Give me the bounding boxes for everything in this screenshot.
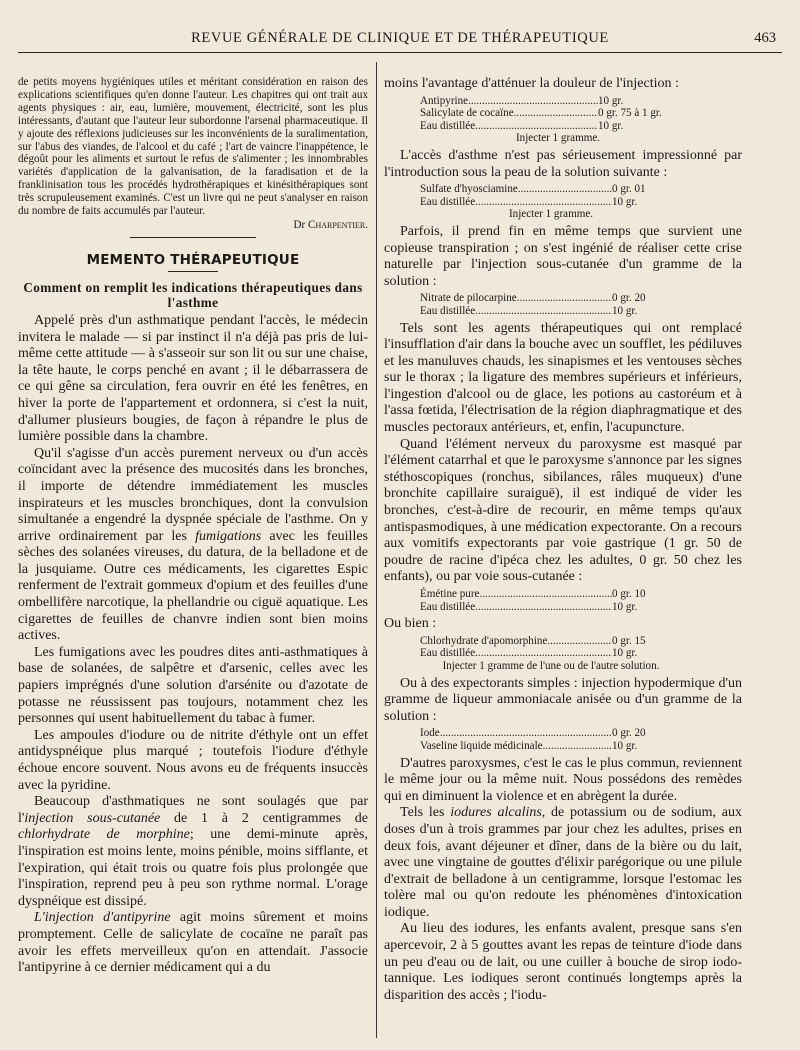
formula-block xyxy=(420,727,682,752)
formula-instruction: Injecter 1 gramme. xyxy=(508,208,594,221)
paragraph: moins l'avantage d'atténuer la douleur de l'injection : xyxy=(384,76,679,91)
column-divider xyxy=(376,62,377,1038)
signature-prefix: Dr xyxy=(293,218,306,231)
formula-row: Salicylate de cocaïne ..... 0 gr. 75 à 1 gr. xyxy=(420,107,696,120)
formula-row: Eau distillée ..... 10 gr. xyxy=(420,196,682,209)
paragraph: Ou bien : xyxy=(384,616,437,632)
formula-block xyxy=(420,95,696,145)
signature-name: Charpentier. xyxy=(308,218,368,231)
section-heading: MEMENTO THÉRAPEUTIQUE xyxy=(86,251,300,268)
formula-block xyxy=(420,292,682,317)
section-rule xyxy=(130,237,256,238)
formula-row: Eau distillée ..... 10 gr. xyxy=(420,120,696,133)
italic-term: iodures alcalins xyxy=(450,805,542,821)
formula-row: Eau distillée ..... 10 gr. xyxy=(420,647,682,660)
formula-instruction: Injecter 1 gramme de l'une ou de l'autre solution. xyxy=(442,659,660,672)
paragraph: Les fumigations avec les poudres dites anti-asthmatiques à base de solanées, de salpêtre et d'arsenic, celles avec les papiers imprégnés d'une solution d'arsénite ou d'azotate de potasse ne réussissent pas toujours, notamment chez les personnes qui usent habituellement du tabac à fumer. xyxy=(18,644,368,727)
formula-row: Iode ..... 0 gr. 20 xyxy=(420,727,682,740)
formula-instruction: Injecter 1 gramme. xyxy=(515,132,601,145)
formula-block xyxy=(420,635,682,673)
formula-block xyxy=(420,588,682,613)
page-number: 463 xyxy=(754,30,776,46)
paragraph: Au lieu des iodures, les enfants avalent, presque sans s'en apercevoir, 2 à 5 gouttes avant les repas de teinture d'iode dans un peu d'eau ou de lait, ou une cuiller à bouche de sirop iodo-tannique. Les iodiques seront continués longtemps après la disparition des accès ; l'iodu- xyxy=(384,921,742,1003)
paragraph: Ou à des expectorants simples : injection hypodermique d'un gramme de liqueur ammoniacale anisée ou d'un gramme de la solution : xyxy=(384,675,742,724)
italic-term: chlorhydrate de morphine xyxy=(18,827,190,843)
paragraph: Appelé près d'un asthmatique pendant l'accès, le médecin invitera le malade — si par instinct il n'a déjà pas pris de lui-même cette attitude — à s'asseoir sur son lit ou sur une chaise, la tête haute, le corps penché en avant ; il le débarrassera de ce qui gêne sa circulation, fera ouvrir en été les fenêtres, en hiver la porte de l'appartement et ordonnera, si c'est la nuit, d'allumer plusieurs bougies, de façon à répandre le plus de lumière possible dans la chambre. xyxy=(18,312,368,445)
formula-row: Eau distillée ..... 10 gr. xyxy=(420,601,682,614)
article-title: Comment on remplit les indications thérapeutiques dans l'asthme xyxy=(23,279,363,310)
paragraph: Parfois, il prend fin en même temps que survient une copieuse transpiration ; on s'est ingénié de réaliser cette crise naturelle par l'injection sous-cutanée d'un gramme de la solution : xyxy=(384,223,742,289)
italic-term: injection sous-cutanée xyxy=(24,810,161,826)
paragraph: L'injection d'antipyrine agit moins sûrement et moins promptement. Celle de salicylate de cocaïne ne paraît pas avoir les effets merveilleux qu'on en attendait. J'associe l'antipyrine à ce dernier médicament qui a du xyxy=(18,910,368,976)
journal-title: REVUE GÉNÉRALE DE CLINIQUE ET DE THÉRAPEUTIQUE xyxy=(191,30,609,46)
formula-row: Antipyrine ..... 10 gr. xyxy=(420,95,696,108)
heading-underline xyxy=(168,271,218,272)
review-signature xyxy=(18,219,368,232)
paragraph: D'autres paroxysmes, c'est le cas le plus commun, reviennent le même jour ou la même nuit. Nous possédons des remèdes qui en diminuent la violence et en abrègent la durée. xyxy=(384,755,742,804)
paragraph: Tels sont les agents thérapeutiques qui ont remplacé l'insufflation d'air dans la bouche avec un soufflet, les pédiluves et les manuluves chauds, les sinapismes et les ventouses sèches sur le thorax ; la ligature des membres supérieurs et inférieurs, l'ingestion d'alcool ou de glace, les potions au castoréum et à l'assa fœtida, l'électrisation de la région diaphragmatique et des muscles pectoraux antérieurs, et, enfin, l'acupuncture. xyxy=(384,320,742,436)
formula-row: Nitrate de pilocarpine ..... 0 gr. 20 xyxy=(420,292,682,305)
running-header xyxy=(18,28,782,53)
paragraph: Tels les iodures alcalins, de potassium ou de sodium, aux doses d'un à trois grammes par jour chez les adultes, prises en deux fois, avant déjeuner et dîner, dans de la bière ou du lait, avec une vingtaine de gouttes d'élixir parégorique ou une pilule d'extrait de belladone à un centigramme, lorsque l'estomac les tolère mal ou qu'on redoute les phénomènes d'intoxication iodique. xyxy=(384,805,743,920)
formula-row: Chlorhydrate d'apomorphine ..... 0 gr. 15 xyxy=(420,635,682,648)
paragraph: Qu'il s'agisse d'un accès purement nerveux ou d'un accès coïncidant avec la présence des mucosités dans les bronches, il importe de détendre immédiatement les muscles inspirateurs et les muscles bronchiques, dont la convulsion simultanée a engendré la dyspnée spéciale de l'asthme. On y arrive ordinairement par les fumigations avec les feuilles sèches des solanées vireuses, du datura, de la belladone et de la jusquiame. Outre ces médicaments, les cigarettes Espic renferment de l'extrait gommeux d'opium et des feuilles d'une ombellifère narcotique, la phellandrie ou ciguë aquatique. Les cigarettes de feuilles de chanvre indien sont bien moins actives. xyxy=(18,445,368,644)
formula-row: Sulfate d'hyosciamine ..... 0 gr. 01 xyxy=(420,183,682,196)
right-column xyxy=(384,76,742,1004)
formula-row: Eau distillée ..... 10 gr. xyxy=(420,305,682,318)
left-column xyxy=(18,76,368,977)
paragraph: Beaucoup d'asthmatiques ne sont soulagés que par l'injection sous-cutanée de 1 à 2 centigrammes de chlorhydrate de morphine; une demi-minute après, l'inspiration est moins lente, moins pénible, moins sifflante, et l'expiration, qui était trois ou quatre fois plus prolongée que l'inspiration, reprend peu à peu son rythme normal. L'orage dyspnéique est dissipé. xyxy=(18,794,369,909)
italic-term: fumigations xyxy=(195,528,262,544)
formula-row: Vaseline liquide médicinale ..... 10 gr. xyxy=(420,740,682,753)
formula-block xyxy=(420,183,682,221)
paragraph: Les ampoules d'iodure ou de nitrite d'éthyle ont un effet antidyspnéique plus marqué ; toutefois l'iodure d'éthyle échoue encore souvent. Nous avons eu de fréquents insuccès avec la pyridine. xyxy=(18,727,368,793)
italic-term: L'injection d'antipyrine xyxy=(34,910,171,926)
paragraph: L'accès d'asthme n'est pas sérieusement impressionné par l'introduction sous la peau de la solution suivante : xyxy=(384,147,742,180)
formula-row: Émétine pure ..... 0 gr. 10 xyxy=(420,588,682,601)
book-review-text: de petits moyens hygiéniques utiles et méritant considération en raison des explications scientifiques qu'en donne l'auteur. Les chapitres qui ont trait aux agents physiques : air, eau, lumière, mouvement, électricité, sont les plus intéressants, d'autant que l'auteur leur subordonne l'arsenal pharmaceutique. Il y ajoute des réflexions judicieuses sur les inconvénients de la suralimentation, sur l'abus des viandes, de l'alcool et du café ; l'art de vaincre l'inappétence, le dégoût pour les aliments et surtout le refus de s'alimenter ; les innombrables variétés d'application de la galvanisation, de la faradisation et de la franklinisation tous les procédés hydrothérapiques et kinésithérapiques sont très scrupuleusement examinés. C'est un livre qui ne peut s'analyser en raison du nombre de faits accumulés par l'auteur. xyxy=(18,76,368,218)
paragraph: Quand l'élément nerveux du paroxysme est masqué par l'élément catarrhal et que le paroxysme s'annonce par les signes stéthoscopiques (ronchus, sibilances, râles muqueux) d'une bronchite capillaire suraiguë), il est indiqué de vider les bronches, c'est-à-dire de recourir, en même temps qu'aux antispasmodiques, à une médication expectorante. On a recours aux vomitifs expectorants par voie gastrique (1 gr. 50 de poudre de racine d'ipéca chez les adultes, 0 gr. 50 chez les enfants), ou par voie sous-cutanée : xyxy=(384,436,742,585)
